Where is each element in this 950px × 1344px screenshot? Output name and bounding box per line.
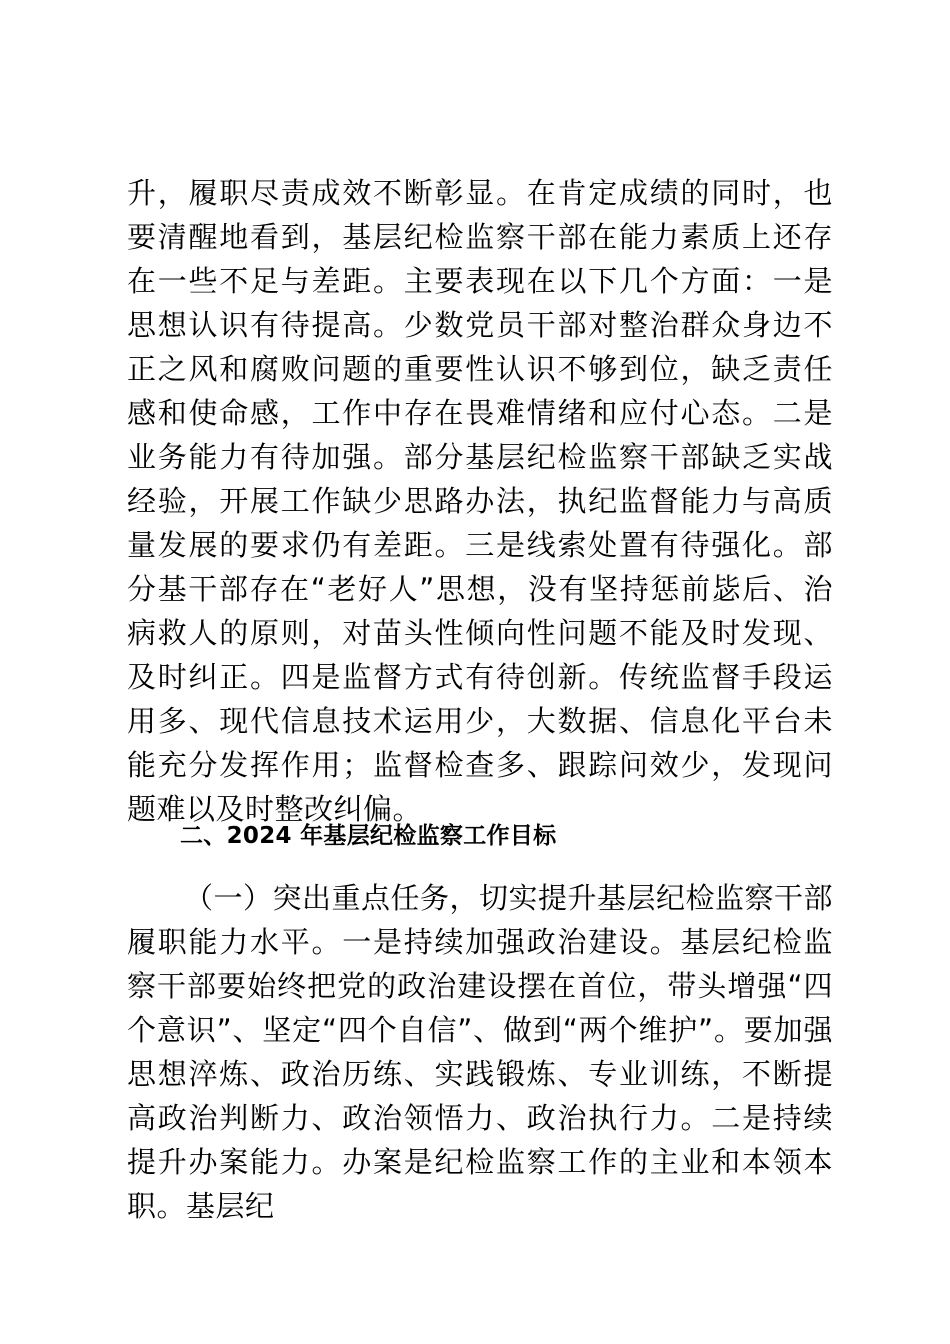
section-heading: 二、2024 年基层纪检监察工作目标 — [180, 823, 557, 849]
body-paragraph-2: （一）突出重点任务，切实提升基层纪检监察干部履职能力水平。一是持续加强政治建设。基层纪检监察干部要始终把党的政治建设摆在首位，带头增强“四个意识”、坚定“四个自信”、做到“两个维护”。要加强思想淬炼、政治历练、实践锻炼、专业训练，不断提高政治判断力、政治领悟力、政治执行力。二是持续提升办案能力。办案是纪检监察工作的主业和本领本职。基层纪 — [127, 881, 834, 1223]
body-paragraph-1: 升，履职尽责成效不断彰显。在肯定成绩的同时，也要清醒地看到，基层纪检监察干部在能力素质上还存在一些不足与差距。主要表现在以下几个方面：一是思想认识有待提高。少数党员干部对整治群众身边不正之风和腐败问题的重要性认识不够到位，缺乏责任感和使命感，工作中存在畏难情绪和应付心态。二是业务能力有待加强。部分基层纪检监察干部缺乏实战经验，开展工作缺少思路办法，执纪监督能力与高质量发展的要求仍有差距。三是线索处置有待强化。部分基干部存在“老好人”思想，没有坚持惩前毖后、治病救人的原则，对苗头性倾向性问题不能及时发现、及时纠正。四是监督方式有待创新。传统监督手段运用多、现代信息技术运用少，大数据、信息化平台未能充分发挥作用；监督检查多、跟踪问效少，发现问题难以及时整改纠偏。 — [127, 176, 833, 826]
